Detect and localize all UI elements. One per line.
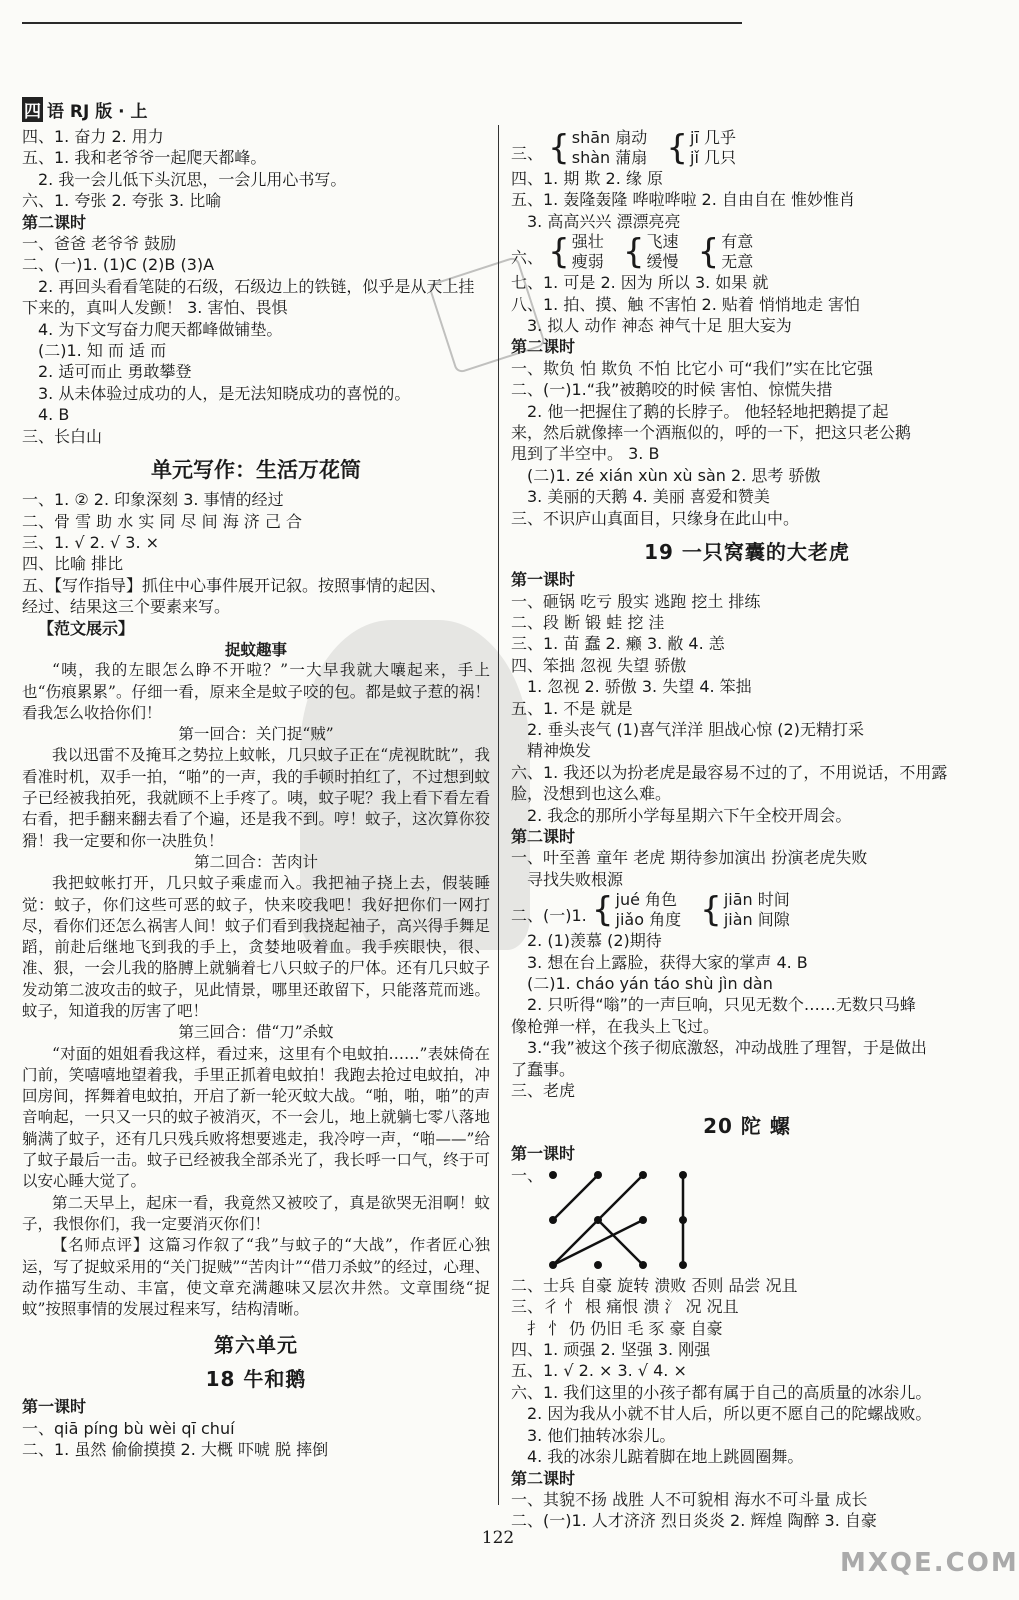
answer-line: 一、欺负 怕 欺负 不怕 比它小 可“我们”实在比它强: [511, 358, 874, 378]
answer-line: 3. 美丽的天鹅 4. 美丽 喜爱和赞美: [527, 487, 770, 507]
pinyin-option: jī 几乎: [690, 128, 736, 147]
edition-label: 语 RJ 版 · 上: [47, 102, 148, 122]
teacher-comment: 【名师点评】这篇习作叙了“我”与蚊子的“大战”，作者匠心独运，写了捉蚊采用的“关门捉贼”“苦肉计”“借刀杀蚊”的经过，心理、动作描写生动、丰富，使文章充满趣味又层次井然。文章围绕“捉蚊”按照事情的发展过程来写，结构清晰。: [22, 1236, 490, 1319]
answer-line: 三、1. √ 2. √ 3. ×: [22, 532, 160, 552]
answer-line: 3. 高高兴兴 漂漂亮亮: [527, 211, 681, 231]
answer-line: 经过、结果这三个要素来写。: [22, 597, 231, 617]
answer-line: 四、比喻 排比: [22, 554, 124, 574]
answer-line: 3.“我”被这个孩子彻底激怒，冲动战胜了理智，于是做出: [527, 1038, 927, 1058]
word: 无意: [721, 252, 754, 272]
answer-line: 五、1. 不是 就是: [511, 698, 633, 718]
answer-line: 六、1. 我们这里的小孩子都有属于自己的高质量的冰尜儿。: [511, 1382, 932, 1402]
antonym-pair: { 有意 无意: [697, 232, 754, 273]
answer-line: 2. 垂头丧气 (1)喜气洋洋 胆战心惊 (2)无精打采: [527, 719, 864, 739]
antonym-pair: { 强壮 瘦弱: [548, 232, 604, 273]
connector: [598, 1220, 643, 1265]
answer-line: 三、不识庐山真面目，只缘身在此山中。: [511, 508, 800, 528]
lesson-title: 18 牛和鹅: [205, 1367, 307, 1392]
essay-paragraph: 我把蚊帐打开，几只蚊子乘虚而入。我把袖子挠上去，假装睡觉：蚊子，你们这些可恶的蚊子，快来咬我吧！我好把你们一网打尽，看你们还怎么祸害人间！蚊子们看到我挠起袖子，高兴得手舞足蹈，前赴后继地飞到我的手上，贪婪地吸着血。我手疾眼快，很、准、狠，一会儿我的胳膊上就躺着七八只蚊子的尸体。还有几只蚊子发动第二波攻击的蚊子，见此情景，哪里还敢留下，只能落荒而逃。蚊子，知道我的厉害了吧！: [22, 874, 490, 1020]
section-label: 第一课时: [511, 570, 576, 590]
answer-line: 三、长白山: [22, 426, 103, 446]
column-divider: [498, 125, 499, 1505]
answer-line: 4. 为下文写奋力爬天都峰做铺垫。: [38, 319, 283, 339]
essay-round-title: 第一回合：关门捉“贼”: [178, 725, 334, 744]
grade-box: 四: [22, 97, 43, 122]
answer-line: 五、1. 我和老爷爷一起爬天都峰。: [22, 148, 267, 168]
item-prefix: 一、: [511, 1165, 544, 1185]
unit-title: 第六单元: [214, 1333, 298, 1358]
answer-line: 七、1. 可是 2. 因为 所以 3. 如果 就: [511, 273, 769, 293]
answer-line: 寻找失败根源: [527, 869, 624, 889]
answer-line: 六、1. 夸张 2. 夸张 3. 比喻: [22, 191, 222, 211]
answer-line: 脸，没想到也这么难。: [511, 784, 672, 804]
answer-line: (二)1. zé xián xùn xù sàn 2. 思考 骄傲: [527, 465, 821, 485]
answer-line: 2. 再回头看看笔陡的石级，石级边上的铁链，似乎是从天上挂: [38, 276, 475, 296]
essay-paragraph: 第二天早上，起床一看，我竟然又被咬了，真是欲哭无泪啊！蚊子，我恨你们，我一定要消灭你们！: [22, 1193, 490, 1233]
site-watermark: MXQE.COM: [840, 1548, 1019, 1578]
item-prefix: 六、: [511, 248, 544, 268]
answer-line: 2. 因为我从小就不甘人后，所以更不愿自己的陀螺战败。: [527, 1404, 932, 1424]
pinyin-option: jué 角色: [615, 890, 678, 910]
answer-line: [511, 128, 983, 168]
word: 缓慢: [646, 252, 679, 272]
pinyin-option: jiàn 间隙: [723, 910, 790, 930]
answer-line: 来，然后就像摔一个酒瓶似的，呼的一下，把这只老公鹅: [511, 423, 912, 443]
answer-line: 二、骨 雪 助 水 实 同 尽 间 海 济 己 合: [22, 511, 302, 531]
answer-line: 3. 他们抽转冰尜儿。: [527, 1425, 676, 1445]
pinyin-pair: { jī 几乎 jǐ 几只: [666, 128, 736, 168]
connector: [553, 1220, 643, 1265]
answer-line: 2. 他一把握住了鹅的长脖子。 他轻轻地把鹅提了起: [527, 401, 889, 421]
section-label: 第二课时: [22, 212, 87, 232]
answer-line: 二、士兵 自豪 旋转 溃败 否则 品尝 况且: [511, 1275, 798, 1295]
left-column: [22, 126, 490, 1461]
answer-line: 一、叶至善 童年 老虎 期待参加演出 扮演老虎失败: [511, 848, 868, 868]
answer-line: 像枪弹一样，在我头上飞过。: [511, 1016, 720, 1036]
answer-line: 六、1. 我还以为扮老虎是最容易不过的了，不用说话，不用露: [511, 762, 948, 782]
section-label: 第二课时: [511, 826, 576, 846]
section-label: 第二课时: [511, 337, 576, 357]
answer-line: 2. 我念的那所小学每星期六下午全校开周会。: [527, 805, 852, 825]
page-header: [22, 97, 148, 122]
sample-label: 【范文展示】: [38, 618, 135, 638]
answer-line: 三、彳 忄 根 痛恨 溃 氵 况 况且: [511, 1297, 739, 1317]
lesson-title: 20 陀 螺: [703, 1114, 791, 1139]
essay-round-title: 第二回合：苦肉计: [193, 852, 318, 871]
answer-line: 精神焕发: [527, 741, 592, 761]
word: 强壮: [571, 232, 604, 252]
dot: [549, 1171, 557, 1179]
answer-line: 扌 忄 仍 仍旧 毛 豕 豪 自豪: [527, 1318, 723, 1338]
pinyin-option: shàn 蒲扇: [571, 148, 648, 167]
antonym-pair: { 飞速 缓慢: [622, 232, 679, 273]
dot: [594, 1261, 602, 1269]
answer-line: 八、1. 拍、摸、触 不害怕 2. 贴着 悄悄地走 害怕: [511, 294, 861, 314]
dot-grid: [549, 1171, 687, 1269]
word: 瘦弱: [571, 252, 604, 272]
answer-line: 了蠢事。: [511, 1059, 576, 1079]
answer-line: 2. 我一会儿低下头沉思，一会儿用心书写。: [38, 169, 347, 189]
answer-line: 一、1. ② 2. 印象深刻 3. 事情的经过: [22, 490, 284, 510]
answer-line: 1. 忽视 2. 骄傲 3. 失望 4. 笨拙: [527, 677, 752, 697]
answer-line: 甩到了半空中。 3. B: [511, 444, 660, 464]
section-label: 第二课时: [511, 1468, 576, 1488]
answer-line: [511, 890, 983, 930]
lesson-title: 19 一只窝囊的大老虎: [644, 540, 850, 565]
answer-line: (二)1. cháo yán táo shù jìn dàn: [527, 974, 773, 993]
dot-matching-diagram: [543, 1165, 743, 1275]
answer-line: 二、(一)1. (1)C (2)B (3)A: [22, 255, 215, 275]
answer-line: 四、1. 顽强 2. 坚强 3. 刚强: [511, 1340, 711, 1360]
answer-line: 二、(一)1.“我”被鹅咬的时候 害怕、惊慌失措: [511, 380, 833, 400]
section-label: 第一课时: [22, 1397, 87, 1417]
answer-line: 三、老虎: [511, 1081, 576, 1101]
answer-line: 一、爸爸 老爷爷 鼓励: [22, 234, 177, 254]
pinyin-pair: { jué 角色 jiǎo 角度: [591, 890, 682, 931]
answer-line: 3. 想在台上露脸，获得大家的掌声 4. B: [527, 952, 808, 972]
essay-title: 捉蚊趣事: [224, 639, 287, 659]
answer-line: 下来的，真叫人发颤！ 3. 害怕、畏惧: [22, 298, 288, 318]
answer-line: 五、1. 轰隆轰隆 哗啦哗啦 2. 自由自在 惟妙惟肖: [511, 190, 855, 210]
answer-line: 四、1. 期 欺 2. 缘 原: [511, 169, 663, 188]
sample-essay: [22, 639, 490, 1321]
section-label: 第一课时: [511, 1144, 576, 1164]
right-column: [511, 128, 983, 1532]
writing-section-title: 单元写作：生活万花筒: [151, 458, 361, 483]
answer-line: 三、1. 苗 蠢 2. 癞 3. 敝 4. 恙: [511, 634, 725, 654]
answer-line: 4. 我的冰尜儿踮着脚在地上跳圆圈舞。: [527, 1447, 804, 1467]
answer-line: 五、【写作指导】抓住中心事件展开记叙。按照事情的起因、: [22, 575, 447, 595]
answer-line: 2. (1)羡慕 (2)期待: [527, 931, 662, 951]
page-number: 122: [481, 1528, 515, 1548]
answer-line: 一、qiā píng bù wèi qī chuí: [22, 1418, 235, 1438]
essay-round-title: 第三回合：借“刀”杀蚊: [178, 1023, 334, 1042]
pinyin-option: jiǎo 角度: [615, 910, 682, 930]
answer-line: 四、1. 奋力 2. 用力: [22, 127, 164, 146]
answer-line: 2. 只听得“嗡”的一声巨响，只见无数个……无数只马蜂: [527, 995, 916, 1015]
answer-line: 二、1. 虽然 偷偷摸摸 2. 大概 吓唬 脱 摔倒: [22, 1440, 329, 1460]
answer-line: 一、其貌不扬 战胜 人不可貌相 海水不可斗量 成长: [511, 1489, 868, 1509]
answer-line: 4. B: [38, 405, 70, 425]
answer-line: 二、(一)1. 人才济济 烈日炎炎 2. 辉煌 陶醉 3. 自豪: [511, 1511, 877, 1531]
word: 飞速: [646, 232, 679, 252]
pinyin-option: shān 扇动: [571, 128, 648, 147]
pinyin-pair: { shān 扇动 shàn 蒲扇: [548, 128, 648, 168]
answer-line: 3. 从未体验过成功的人，是无法知晓成功的喜悦的。: [38, 383, 411, 403]
answer-line: 一、砸锅 吃亏 殷实 逃跑 挖土 排练: [511, 591, 761, 611]
answer-line: 五、1. √ 2. × 3. √ 4. ×: [511, 1361, 687, 1381]
pinyin-pair: { jiān 时间 jiàn 间隙: [700, 890, 790, 931]
answer-line: 二、段 断 锻 蛙 挖 洼: [511, 612, 665, 632]
answer-line: [511, 232, 983, 272]
essay-paragraph: “对面的姐姐看我这样，看过来，这里有个电蚊拍……”表妹倚在门前，笑嘻嘻地望着我，手里正抓着电蚊拍！我跑去抢过电蚊拍，冲回房间，挥舞着电蚊拍，开启了新一轮灭蚊大战。“啪，啪，啪”的声音响起，一只又一只的蚊子被消灭，不一会儿，地上就躺七零八落地躺满了蚊子，还有几只残兵败将想要逃走，我冷哼一声，“啪——”给了蚊子最后一击。蚊子已经被我全部杀光了，我长呼一口气，终于可以安心睡大觉了。: [22, 1044, 490, 1191]
item-prefix: 三、: [511, 144, 544, 163]
connecting-lines: [553, 1175, 683, 1265]
essay-paragraph: “咦，我的左眼怎么睁不开啦？”一大早我就大嚷起来，手上也“伤痕累累”。仔细一看，原来全是蚊子咬的包。都是蚊子惹的祸！看我怎么收拾你们！: [22, 661, 490, 722]
pinyin-option: jiān 时间: [723, 890, 790, 910]
answer-line: 2. 适可而止 勇敢攀登: [38, 362, 192, 382]
item-prefix: 二、(一)1.: [511, 906, 587, 926]
top-rule: [22, 22, 742, 24]
word: 有意: [721, 232, 754, 252]
pinyin-option: jǐ 几只: [690, 148, 736, 167]
answer-line: (二)1. 知 而 适 而: [38, 341, 167, 361]
answer-line: 四、笨拙 忽视 失望 骄傲: [511, 655, 687, 675]
essay-paragraph: 我以迅雷不及掩耳之势拉上蚊帐，几只蚊子正在“虎视眈眈”，我看准时机，双手一拍，“啪”的一声，我的手顿时拍红了，不过想到蚊子已经被我拍死，我就顾不上手疼了。咦，蚊子呢？我上看下看左看右看，把手翻来翻去看了个遍，还是我不到。哼！蚊子，这次算你狡猾！我一定要和你一决胜负！: [22, 746, 490, 850]
connector: [553, 1175, 598, 1220]
matching-exercise: [511, 1165, 983, 1275]
answer-line: 3. 拟人 动作 神态 神气十足 胆大妄为: [527, 316, 792, 336]
